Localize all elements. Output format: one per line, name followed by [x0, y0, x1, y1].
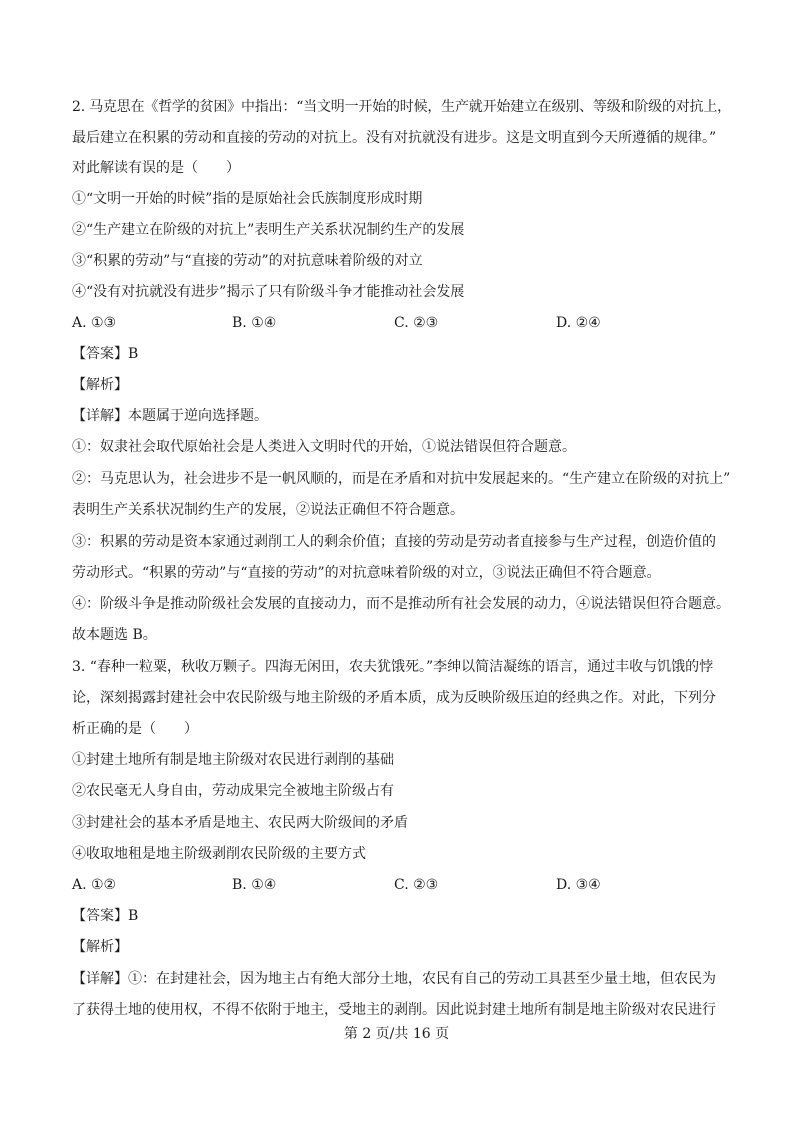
- q2-analysis-label: 【解析】: [72, 377, 128, 393]
- q2-options: [72, 313, 732, 333]
- q2-explanation-6: 劳动形式。“积累的劳动”与“直接的劳动”的对抗意味着阶级的对立，③说法正确但不符合题意。: [72, 565, 661, 581]
- q2-answer: 【答案】B: [72, 346, 139, 362]
- q2-option-d: D. ②④: [556, 315, 601, 331]
- q2-option-a: A. ①③: [72, 315, 117, 331]
- q3-answer: 【答案】B: [72, 908, 139, 924]
- q2-explanation-2: ①：奴隶社会取代原始社会是人类进入文明时代的开始，①说法错误但符合题意。: [72, 439, 576, 455]
- q2-explanation-7: ④：阶级斗争是推动阶级社会发展的直接动力，而不是推动所有社会发展的动力，④说法错误但符合题意。: [72, 596, 730, 612]
- q2-explanation-1: 【详解】本题属于逆向选择题。: [72, 408, 268, 424]
- q2-option-b: B. ①④: [232, 315, 277, 331]
- q3-explanation-2: 了获得土地的使用权，不得不依附于地主，受地主的剥削。因此说封建土地所有制是地主阶级对农民进行: [72, 1002, 716, 1018]
- q2-explanation-8: 故本题选 B。: [72, 627, 157, 643]
- q3-item-1: ①封建土地所有制是地主阶级对农民进行剥削的基础: [72, 752, 394, 768]
- q3-stem-line-3: 析正确的是（ ）: [72, 721, 198, 737]
- q3-item-2: ②农民毫无人身自由，劳动成果完全被地主阶级占有: [72, 783, 394, 799]
- q2-stem-line-3: 对此解读有误的是（ ）: [72, 160, 240, 176]
- q3-option-c: C. ②③: [394, 877, 439, 893]
- q2-explanation-4: 表明生产关系状况制约生产的发展，②说法正确但不符合题意。: [72, 502, 464, 518]
- q3-option-d: D. ③④: [556, 877, 601, 893]
- q2-item-4: ④“没有对抗就没有进步”揭示了只有阶级斗争才能推动社会发展: [72, 284, 465, 300]
- q2-explanation-5: ③：积累的劳动是资本家通过剥削工人的剩余价值；直接的劳动是劳动者直接参与生产过程，创造价值的: [72, 534, 716, 550]
- q2-explanation-3: ②：马克思认为，社会进步不是一帆风顺的，而是在矛盾和对抗中发展起来的。“生产建立在阶级的对抗上”: [72, 471, 731, 487]
- q2-item-1: ①“文明一开始的时候”指的是原始社会氏族制度形成时期: [72, 191, 423, 207]
- q3-item-4: ④收取地租是地主阶级剥削农民阶级的主要方式: [72, 846, 366, 862]
- q3-explanation-1: 【详解】①：在封建社会，因为地主占有绝大部分土地，农民有自己的劳动工具甚至少量土地，但农民为: [72, 971, 716, 987]
- q2-stem-line-2: 最后建立在积累的劳动和直接的劳动的对抗上。没有对抗就没有进步。这是文明直到今天所遵循的规律。”: [72, 130, 717, 146]
- q3-stem-line-1: 3. “春种一粒粟，秋收万颗子。四海无闲田，农夫犹饿死。”李绅以简洁凝练的语言，通过丰收与饥饿的悖: [72, 659, 714, 675]
- q3-options: [72, 875, 732, 895]
- q3-analysis-label: 【解析】: [72, 939, 128, 955]
- q3-stem-line-2: 论，深刻揭露封建社会中农民阶级与地主阶级的矛盾本质，成为反映阶级压迫的经典之作。对此，下列分: [72, 690, 716, 706]
- page-footer: 第 2 页/共 16 页: [343, 1026, 450, 1042]
- q2-stem-line-1: 2. 马克思在《哲学的贫困》中指出：“当文明一开始的时候，生产就开始建立在级别、等级和阶级的对抗上，: [72, 99, 731, 115]
- q3-option-a: A. ①②: [72, 877, 117, 893]
- q2-item-3: ③“积累的劳动”与“直接的劳动”的对抗意味着阶级的对立: [72, 253, 423, 269]
- q3-item-3: ③封建社会的基本矛盾是地主、农民两大阶级间的矛盾: [72, 815, 408, 831]
- q3-option-b: B. ①④: [232, 877, 277, 893]
- q2-item-2: ②“生产建立在阶级的对抗上”表明生产关系状况制约生产的发展: [72, 222, 465, 238]
- q2-option-c: C. ②③: [394, 315, 439, 331]
